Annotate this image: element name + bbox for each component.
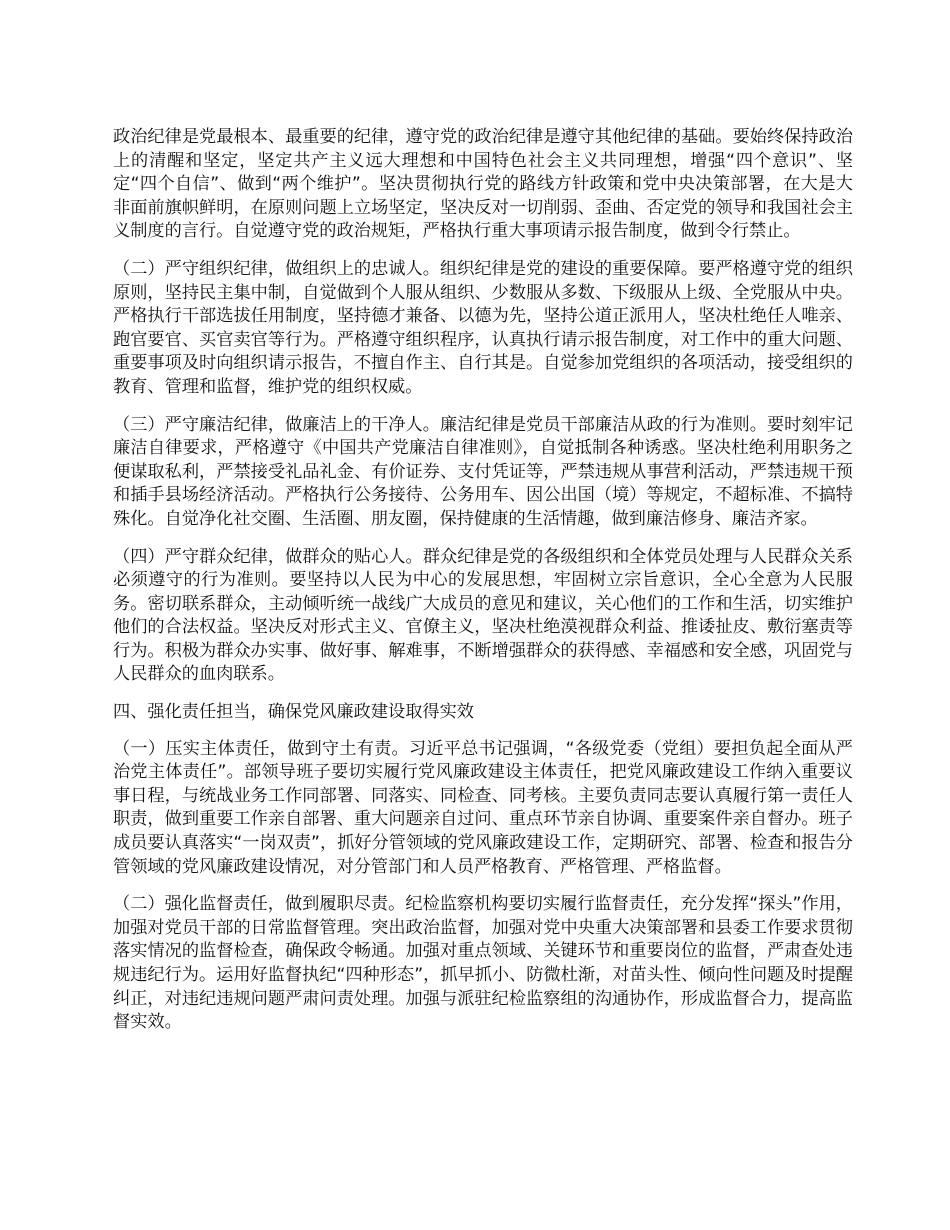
paragraph-integrity-discipline: （三）严守廉洁纪律，做廉洁上的干净人。廉洁纪律是党员干部廉洁从政的行为准则。要时刻牢记廉洁自律要求，严格遵守《中国共产党廉洁自律准则》，自觉抵制各种诱惑。坚决杜绝利用职务之便谋取私利，严禁接受礼品礼金、有价证券、支付凭证等，严禁违规从事营利活动，严禁违规干预和插手县场经济活动。严格执行公务接待、公务用车、因公出国（境）等规定，不超标准、不搞特殊化。自觉净化社交圈、生活圈、朋友圈，保持健康的生活情趣，做到廉洁修身、廉洁齐家。 [113,414,853,529]
paragraph-main-responsibility: （一）压实主体责任，做到守土有责。习近平总书记强调，“各级党委（党组）要担负起全面从严治党主体责任”。部领导班子要切实履行党风廉政建设主体责任，把党风廉政建设工作纳入重要议事日程，与统战业务工作同部署、同落实、同检查、同考核。主要负责同志要认真履行第一责任人职责，做到重要工作亲自部署、重大问题亲自过问、重点环节亲自协调、重要案件亲自督办。班子成员要认真落实“一岗双责”，抓好分管领域的党风廉政建设工作，定期研究、部署、检查和报告分管领域的党风廉政建设情况，对分管部门和人员严格教育、严格管理、严格监督。 [113,738,853,877]
paragraph-mass-discipline: （四）严守群众纪律，做群众的贴心人。群众纪律是党的各级组织和全体党员处理与人民群众关系必须遵守的行为准则。要坚持以人民为中心的发展思想，牢固树立宗旨意识，全心全意为人民服务。密切联系群众，主动倾听统一战线广大成员的意见和建议，关心他们的工作和生活，切实维护他们的合法权益。坚决反对形式主义、官僚主义，坚决杜绝漠视群众利益、推诿扯皮、敷衍塞责等行为。积极为群众办实事、做好事、解难事，不断增强群众的获得感、幸福感和安全感，巩固党与人民群众的血肉联系。 [113,546,853,685]
document-body [113,126,853,1049]
paragraph-supervision-responsibility: （二）强化监督责任，做到履职尽责。纪检监察机构要切实履行监督责任，充分发挥“探头”作用，加强对党员干部的日常监督管理。突出政治监督，加强对党中央重大决策部署和县委工作要求贯彻落实情况的监督检查，确保政令畅通。加强对重点领域、关键环节和重要岗位的监督，严肃查处违规违纪行为。运用好监督执纪“四种形态”，抓早抓小、防微杜渐，对苗头性、倾向性问题及时提醒纠正，对违纪违规问题严肃问责处理。加强与派驻纪检监察组的沟通协作，形成监督合力，提高监督实效。 [113,894,853,1033]
section-heading-responsibility: 四、强化责任担当，确保党风廉政建设取得实效 [113,702,474,723]
paragraph-organizational-discipline: （二）严守组织纪律，做组织上的忠诚人。组织纪律是党的建设的重要保障。要严格遵守党的组织原则，坚持民主集中制，自觉做到个人服从组织、少数服从多数、下级服从上级、全党服从中央。严格执行干部选拔任用制度，坚持德才兼备、以德为先，坚持公道正派用人，坚决杜绝任人唯亲、跑官要官、买官卖官等行为。严格遵守组织程序，认真执行请示报告制度，对工作中的重大问题、重要事项及时向组织请示报告，不擅自作主、自行其是。自觉参加党组织的各项活动，接受组织的教育、管理和监督，维护党的组织权威。 [113,258,853,397]
paragraph-political-discipline: 政治纪律是党最根本、最重要的纪律，遵守党的政治纪律是遵守其他纪律的基础。要始终保持政治上的清醒和坚定，坚定共产主义远大理想和中国特色社会主义共同理想，增强“四个意识”、坚定“四个自信”、做到“两个维护”。坚决贯彻执行党的路线方针政策和党中央决策部署，在大是大非面前旗帜鲜明，在原则问题上立场坚定，坚决反对一切削弱、歪曲、否定党的领导和我国社会主义制度的言行。自觉遵守党的政治规矩，严格执行重大事项请示报告制度，做到令行禁止。 [113,127,853,242]
